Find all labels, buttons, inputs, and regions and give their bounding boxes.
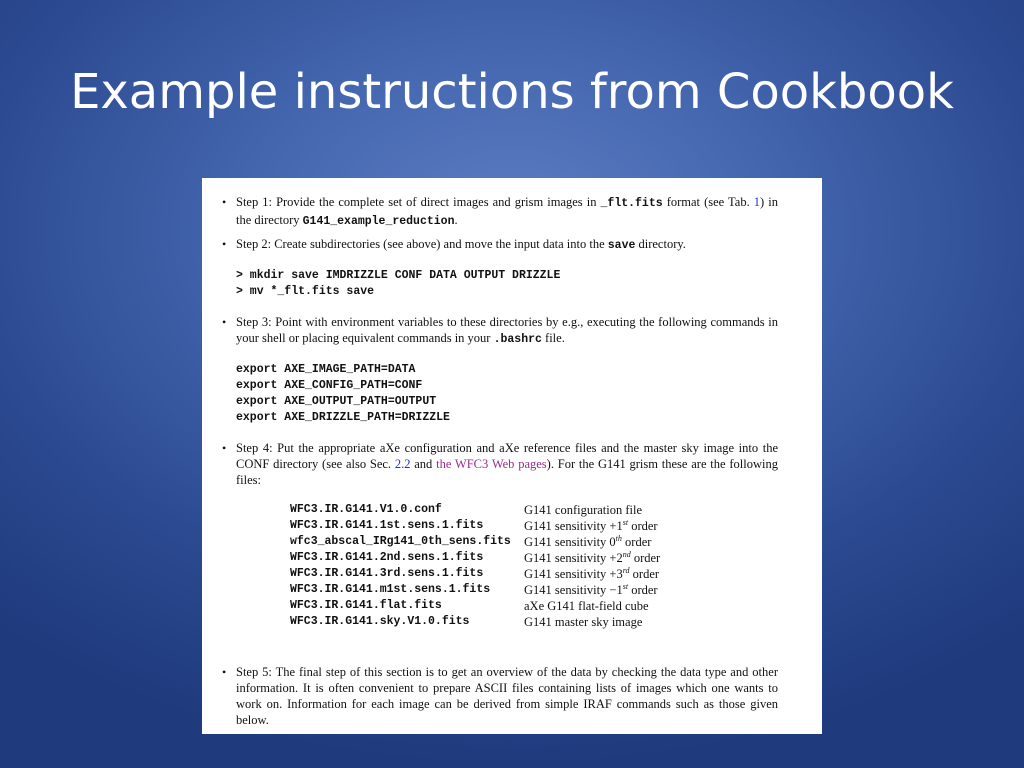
file-description: G141 sensitivity −1st order xyxy=(524,581,658,597)
cookbook-excerpt xyxy=(202,178,822,734)
file-description: G141 sensitivity +3rd order xyxy=(524,565,660,581)
file-description: G141 sensitivity +2nd order xyxy=(524,549,661,565)
step-2: • Step 2: Create subdirectories (see above) and move the input data into the save directory. xyxy=(222,237,686,252)
file-description: G141 configuration file xyxy=(524,503,643,517)
table-row xyxy=(290,534,660,550)
code-line: export AXE_IMAGE_PATH=DATA xyxy=(236,363,416,376)
file-name: WFC3.IR.G141.m1st.sens.1.fits xyxy=(290,583,491,596)
file-name: WFC3.IR.G141.V1.0.conf xyxy=(290,503,442,516)
file-description: G141 sensitivity 0th order xyxy=(524,533,652,549)
step-1: • Step 1: Provide the complete set of direct images and grism images in _flt.fits format (see Tab. 1) in the directory G141_example_reduction. xyxy=(222,195,778,228)
code-block-export xyxy=(222,362,778,426)
code-line: export AXE_DRIZZLE_PATH=DRIZZLE xyxy=(236,411,450,424)
file-name: WFC3.IR.G141.2nd.sens.1.fits xyxy=(290,551,484,564)
table-row xyxy=(290,598,660,614)
file-description: aXe G141 flat-field cube xyxy=(524,599,649,613)
file-description: G141 master sky image xyxy=(524,615,643,629)
reference-files-table xyxy=(290,502,660,630)
section-ref-link[interactable]: 2.2 xyxy=(394,457,411,471)
bullet: • xyxy=(222,315,227,329)
bullet: • xyxy=(222,237,227,251)
code-line: > mkdir save IMDRIZZLE CONF DATA OUTPUT DRIZZLE xyxy=(236,269,561,282)
file-name: wfc3_abscal_IRg141_0th_sens.fits xyxy=(290,535,511,548)
wfc3-web-pages-link[interactable]: the WFC3 Web pages xyxy=(436,457,547,471)
file-name: WFC3.IR.G141.sky.V1.0.fits xyxy=(290,615,470,628)
table-row xyxy=(290,518,660,534)
step-4: • Step 4: Put the appropriate aXe configuration and aXe reference files and the master sky image into the CONF directory (see also Sec. 2.2 and the WFC3 Web pages). For the G141 grism these are the following files: xyxy=(222,441,778,487)
code-block-mkdir xyxy=(222,268,778,300)
table-row xyxy=(290,614,660,630)
table-row xyxy=(290,502,660,518)
bullet: • xyxy=(222,665,227,679)
file-description: G141 sensitivity +1st order xyxy=(524,517,658,533)
table-row xyxy=(290,550,660,566)
file-name: WFC3.IR.G141.flat.fits xyxy=(290,599,442,612)
file-name: WFC3.IR.G141.3rd.sens.1.fits xyxy=(290,567,484,580)
file-name: WFC3.IR.G141.1st.sens.1.fits xyxy=(290,519,484,532)
step-5: • Step 5: The final step of this section is to get an overview of the data by checking the data type and other information. It is often convenient to prepare ASCII files containing lists of images which one wants to work on. Information for each image can be derived from simple IRAF commands such as those given below. xyxy=(222,665,778,727)
step-3: • Step 3: Point with environment variables to these directories by e.g., executing the following commands in your shell or placing equivalent commands in your .bashrc file. xyxy=(222,315,778,346)
slide-title: Example instructions from Cookbook xyxy=(70,64,954,120)
table-row xyxy=(290,582,660,598)
bullet: • xyxy=(222,195,227,209)
code-line: export AXE_OUTPUT_PATH=OUTPUT xyxy=(236,395,437,408)
table-row xyxy=(290,566,660,582)
bullet: • xyxy=(222,441,227,455)
code-line: > mv *_flt.fits save xyxy=(236,285,375,298)
table-ref-link[interactable]: 1 xyxy=(753,195,761,209)
code-line: export AXE_CONFIG_PATH=CONF xyxy=(236,379,423,392)
